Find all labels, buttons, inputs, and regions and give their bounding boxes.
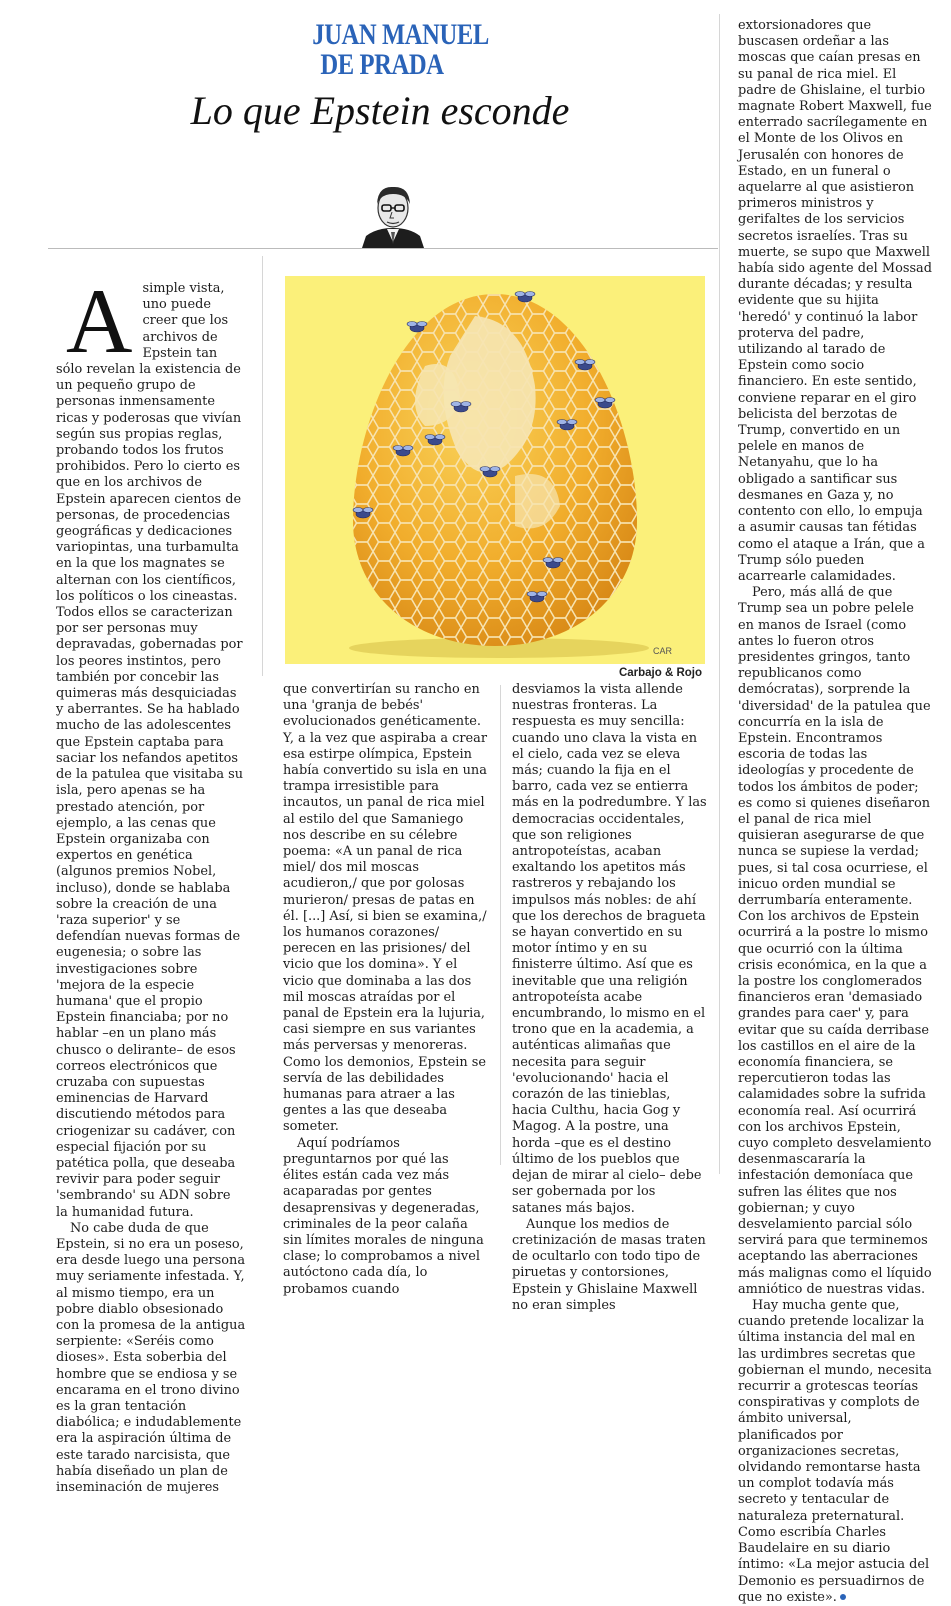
column-divider — [500, 685, 501, 1165]
article-column-2 — [283, 682, 488, 1297]
article-paragraph: Pero, más allá de que Trump sea un pobre pelele en manos de Israel (como antes lo fueron otros presidentes gringos, tanto republicanos como demócratas), sorprende la 'diversidad' de la patulea que concurría en la isla de Epstein. Encontramos escoria de todas las ideologías y procedente de todos los ámbitos de poder; es como si quienes diseñaron el panal de rica miel quisieran asegurarse de que nunca se supiese la verdad; pues, si tal cosa ocurriese, el inicuo orden mundial se derrumbaría enteramente. Con los archivos de Epstein ocurrirá a la postre lo mismo que ocurrió con la última crisis económica, en la que a la postre los conglomerados financieros eran 'demasiado grandes para caer' y, para evitar que su caída derribase los castillos en el aire de la economía financiera, se repercutieron todas las calamidades sobre la sufrida economía real. Así ocurrirá con los archivos Epstein, cuyo completo desvelamiento desenmascararía la infestación demoníaca que sufren las élites que nos gobiernan; y cuyo desvelamiento parcial sólo servirá para que terminemos aceptando las aberraciones más malignas como el líquido amniótico de nuestras vidas. — [738, 585, 932, 1297]
article-paragraph: No cabe duda de que Epstein, si no era un poseso, era desde luego una persona muy seriamente infestada. Y, al mismo tiempo, era un pobre diablo obsesionado con la promesa de la antigua serpiente: «Seréis como dioses». Esta soberbia del hombre que se endiosa y se encarama en el trono divino es la gran tentación diabólica; e indudablemente era la aspiración última de este tarado narcisista, que había diseñado un plan de inseminación de mujeres — [56, 1220, 246, 1496]
end-mark-icon — [840, 1594, 846, 1600]
article-paragraph: Aquí podríamos preguntarnos por qué las élites están cada vez más acaparadas por gentes desaprensivas y degeneradas, criminales de la peor calaña sin límites morales de ninguna clase; lo comprobamos a nivel autóctono cada día, lo probamos cuando — [283, 1135, 484, 1297]
article-column-3 — [512, 682, 708, 1313]
illustration-egg-honeycomb — [285, 276, 705, 664]
author-name-line1: JUAN MANUEL — [312, 18, 489, 51]
illustration-credit: Carbajo & Rojo — [618, 667, 702, 679]
illustration-signature: CAR — [653, 646, 673, 656]
paragraph-text: Hay mucha gente que, cuando pretende localizar la última instancia del mal en las urdimbres secretas que gobiernan el mundo, necesita recurrir a grotescas teorías conspirativas y complots de ámbito universal, planificados por organizaciones secretas, olvidando remontarse hasta un complot todavía más secreto y tentacular de naturaleza preternatural. Como escribía Charles Baudelaire en su diario íntimo: «La mejor astucia del Demonio es persuadirnos de que no existe». — [738, 1298, 932, 1605]
article-paragraph: Aunque los medios de cretinización de masas traten de ocultarlo con todo tipo de piruetas y contorsiones, Epstein y Ghislaine Maxwell no eran simples — [512, 1216, 706, 1313]
article-column-1 — [56, 270, 246, 1496]
column-divider — [719, 14, 720, 1174]
paragraph-text: simple vista, uno puede creer que los archivos de Epstein tan sólo revelan la existencia de un pequeño grupo de personas inmensamente ricas y poderosas que vivían según sus propias reglas, probando todos los frutos prohibidos. Pero lo cierto es que en los archivos de Epstein aparecen cientos de personas, de procedencias geográficas y dedicaciones variopintas, una turbamulta en la que los magnates se alternan con los científicos, los políticos o los cineastas. Todos ellos se caracterizan por ser personas muy depravadas, gobernadas por los peores instintos, pero también por concebir las quimeras más desquiciadas y aberrantes. Se ha hablado mucho de las adolescentes que Epstein captaba para saciar los nefandos apetitos de la patulea que visitaba su isla, pero apenas se ha prestado atención, por ejemplo, a las cenas que Epstein organizaba con expertos en genética (algunos premios Nobel, incluso), donde se hablaba sobre la creación de una 'raza superior' y se defendían nuevas formas de eugenesia; o sobre las investigaciones sobre 'mejora de la especie humana' que el propio Epstein financiaba; por no hablar –en un plano más chusco o delirante– de esos correos electrónicos que cruzaba con supuestas eminencias de Harvard discutiendo métodos para criogenizar su cadáver, con especial fijación por su patética polla, que deseaba revivir para poder seguir 'sembrando' su ADN sobre la humanidad futura. — [56, 281, 244, 1220]
author-portrait — [356, 182, 430, 248]
headline: Lo que Epstein esconde — [190, 88, 570, 133]
article-paragraph — [738, 1298, 932, 1606]
article-paragraph — [56, 270, 246, 1221]
article-paragraph: desviamos la vista allende nuestras fronteras. La respuesta es muy sencilla: cuando uno clava la vista en el cielo, cada vez se eleva más; cuando la fija en el barro, cada vez se entierra más en la podredumbre. Y las democracias occidentales, que son religiones antropoteístas, acaban exaltando los apetitos más rastreros y rebajando los impulsos más nobles: de ahí que los derechos de bragueta se hayan convertido en su motor íntimo y en su finisterre último. Así que es inevitable que una religión antropoteísta acabe encumbrando, lo mismo en el trono que en la academia, a auténticas alimañas que necesita para seguir 'evolucionando' hacia el corazón de las tinieblas, hacia Culthu, hacia Gog y Magog. A la postre, una horda –que es el destino último de los pueblos que dejan de mirar al cielo– debe ser gobernada por los satanes más bajos. — [512, 682, 707, 1216]
article-column-4 — [738, 18, 932, 1605]
dropcap: A — [66, 270, 133, 372]
author-name — [312, 18, 489, 81]
article-paragraph: que convertirían su rancho en una 'granja de bebés' evolucionados genéticamente. Y, a la vez que aspiraba a crear esa estirpe olímpica, Epstein había convertido su isla en una trampa irresistible para incautos, un panal de rica miel al estilo del que Samaniego nos describe en su célebre poema: «A un panal de rica miel/ dos mil moscas acudieron,/ que por golosas murieron/ presas de patas en él. [...] Así, si bien se examina,/ los humanos corazones/ perecen en las prisiones/ del vicio que los domina». Y el vicio que dominaba a las dos mil moscas atraídas por el panal de Epstein era la lujuria, casi siempre en sus variantes más perversas y menoreras. Como los demonios, Epstein se servía de las debilidades humanas para atraer a las gentes a las que deseaba someter. — [283, 682, 488, 1135]
column-divider — [262, 256, 263, 676]
author-name-line2: DE PRADA — [320, 48, 444, 81]
header-divider — [48, 248, 718, 249]
article-paragraph: extorsionadores que buscasen ordeñar a las moscas que caían presas en su panal de rica miel. El padre de Ghislaine, el turbio magnate Robert Maxwell, fue enterrado sacrílegamente en el Monte de los Olivos en Jerusalén con honores de Estado, en un funeral o aquelarre al que asistieron primeros ministros y gerifaltes de los servicios secretos israelíes. Tras su muerte, se supo que Maxwell había sido agente del Mossad durante décadas; y resulta evidente que su hijita 'heredó' y continuó la labor proterva del padre, utilizando al tarado de Epstein como socio financiero. En este sentido, conviene reparar en el giro belicista del berzotas de Trump, convertido en un pelele en manos de Netanyahu, que lo ha obligado a santificar sus desmanes en Gaza y, no contento con ello, lo empuja a asumir causas tan fétidas como el ataque a Irán, que a Trump sólo pueden acarrearle calamidades. — [738, 18, 932, 584]
